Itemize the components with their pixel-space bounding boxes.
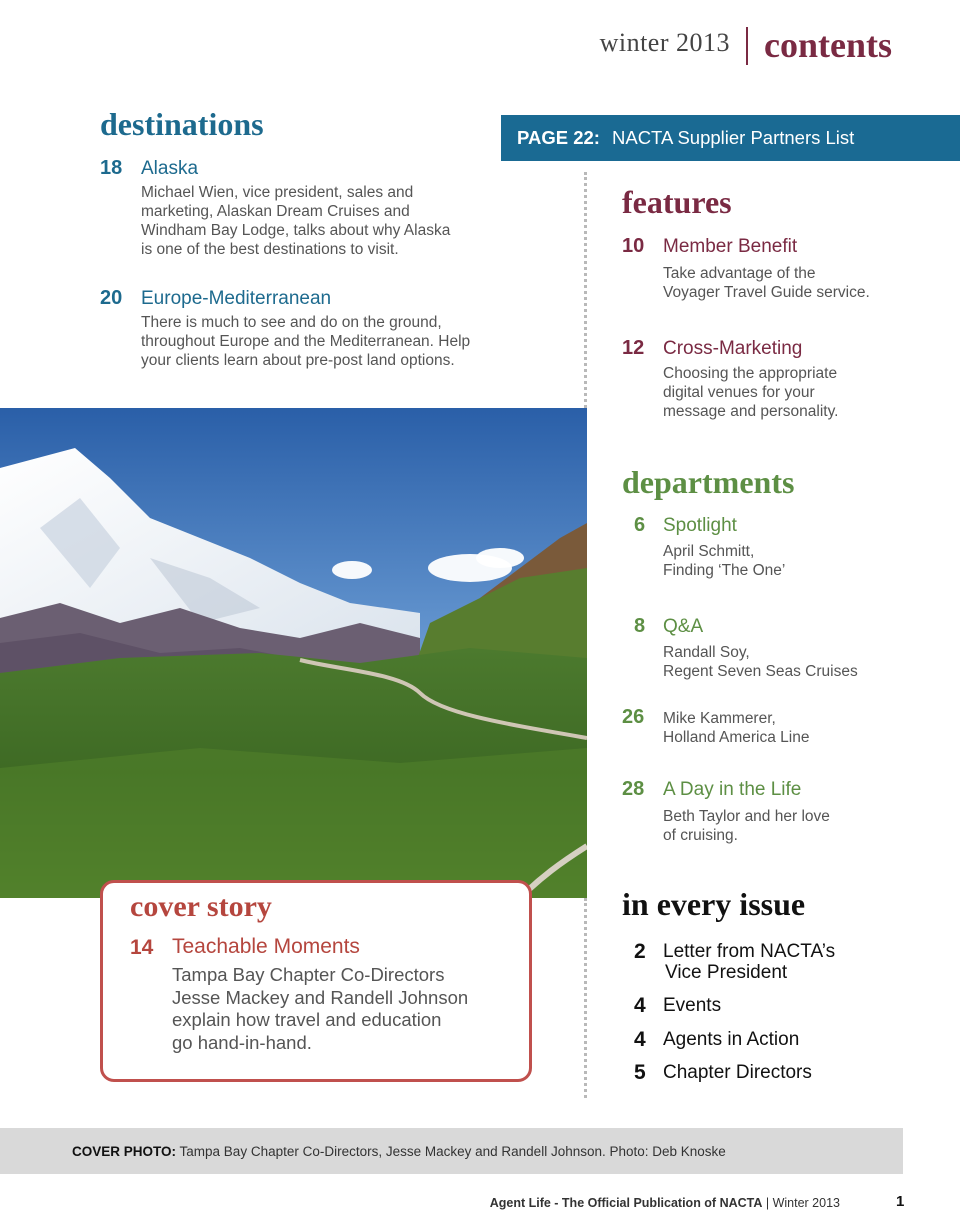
toc-entry-spotlight[interactable]: Spotlight [663, 515, 737, 536]
toc-page-number[interactable]: 6 [634, 514, 646, 536]
toc-entry-description: April Schmitt, Finding ‘The One’ [663, 543, 786, 579]
supplier-partners-banner[interactable] [501, 115, 960, 161]
toc-entry-description: Choosing the appropriate digital venues for your message and personality. [663, 365, 839, 420]
toc-entry-member-benefit[interactable]: Member Benefit [663, 236, 798, 257]
toc-page-number[interactable]: 18 [100, 157, 123, 179]
page-number: 1 [896, 1193, 905, 1210]
toc-entry-cross-marketing[interactable]: Cross-Marketing [663, 338, 803, 359]
toc-entry-description: There is much to see and do on the ground, throughout Europe and the Mediterranean. Help your clients learn about pre-post land options. [141, 314, 471, 369]
departments-heading: departments [622, 464, 795, 500]
footer-publication: Agent Life - The Official Publication of NACTA | Winter 2013 [489, 1196, 840, 1210]
toc-page-number[interactable]: 14 [130, 936, 154, 959]
cover-credit-label: COVER PHOTO: [72, 1144, 177, 1159]
in-every-issue-heading: in every issue [622, 886, 806, 922]
header-divider [746, 27, 748, 65]
toc-entry-events[interactable]: Events [663, 995, 722, 1016]
toc-entry-teachable-moments[interactable]: Teachable Moments [172, 935, 360, 958]
banner-label: PAGE 22: [517, 127, 600, 148]
toc-entry-alaska[interactable]: Alaska [141, 158, 199, 179]
toc-page-number[interactable]: 10 [622, 235, 645, 257]
toc-entry-description: Randall Soy, Regent Seven Seas Cruises [663, 644, 858, 680]
toc-entry-letter-from-nacta[interactable]: Letter from NACTA’s Vice President [663, 941, 836, 983]
toc-entry-description[interactable]: Mike Kammerer, Holland America Line [663, 710, 810, 746]
toc-entry-description: Tampa Bay Chapter Co-Directors Jesse Mackey and Randell Johnson explain how travel and education go hand-in-hand. [172, 964, 469, 1053]
toc-entry-europe-mediterranean[interactable]: Europe-Mediterranean [141, 288, 332, 309]
toc-page-number[interactable]: 26 [622, 706, 645, 728]
cover-photo-credit [72, 1144, 726, 1159]
column-divider [584, 172, 587, 408]
destinations-heading: destinations [100, 106, 264, 142]
toc-entry-agents-in-action[interactable]: Agents in Action [663, 1029, 800, 1050]
toc-page-number[interactable]: 12 [622, 337, 645, 359]
toc-entry-qa[interactable]: Q&A [663, 616, 704, 637]
column-divider [584, 898, 587, 1098]
issue-season: winter 2013 [599, 28, 730, 57]
toc-page-number[interactable]: 4 [634, 994, 646, 1017]
cover-credit-bar [0, 1128, 903, 1174]
toc-entry-description: Michael Wien, vice president, sales and marketing, Alaskan Dream Cruises and Windham Bay Lodge, talks about why Alaska is one of the best destinations to visit. [141, 184, 451, 258]
toc-page-number[interactable]: 28 [622, 778, 645, 800]
page-title: contents [764, 25, 892, 65]
cover-photo-landscape [0, 408, 587, 898]
cover-credit-text: Tampa Bay Chapter Co-Directors, Jesse Mackey and Randell Johnson. Photo: Deb Knoske [179, 1144, 726, 1159]
banner-text: NACTA Supplier Partners List [612, 127, 855, 148]
toc-page-number[interactable]: 4 [634, 1028, 646, 1051]
toc-page-number[interactable]: 5 [634, 1061, 646, 1084]
toc-entry-description: Beth Taylor and her love of cruising. [663, 808, 830, 844]
toc-page-number[interactable]: 2 [634, 940, 646, 963]
toc-entry-description: Take advantage of the Voyager Travel Guide service. [663, 265, 870, 301]
cover-story-heading: cover story [130, 890, 272, 923]
toc-page-number[interactable]: 8 [634, 615, 646, 637]
toc-page-number[interactable]: 20 [100, 287, 123, 309]
features-heading: features [622, 184, 732, 220]
toc-entry-chapter-directors[interactable]: Chapter Directors [663, 1062, 812, 1083]
toc-entry-a-day-in-the-life[interactable]: A Day in the Life [663, 779, 802, 800]
